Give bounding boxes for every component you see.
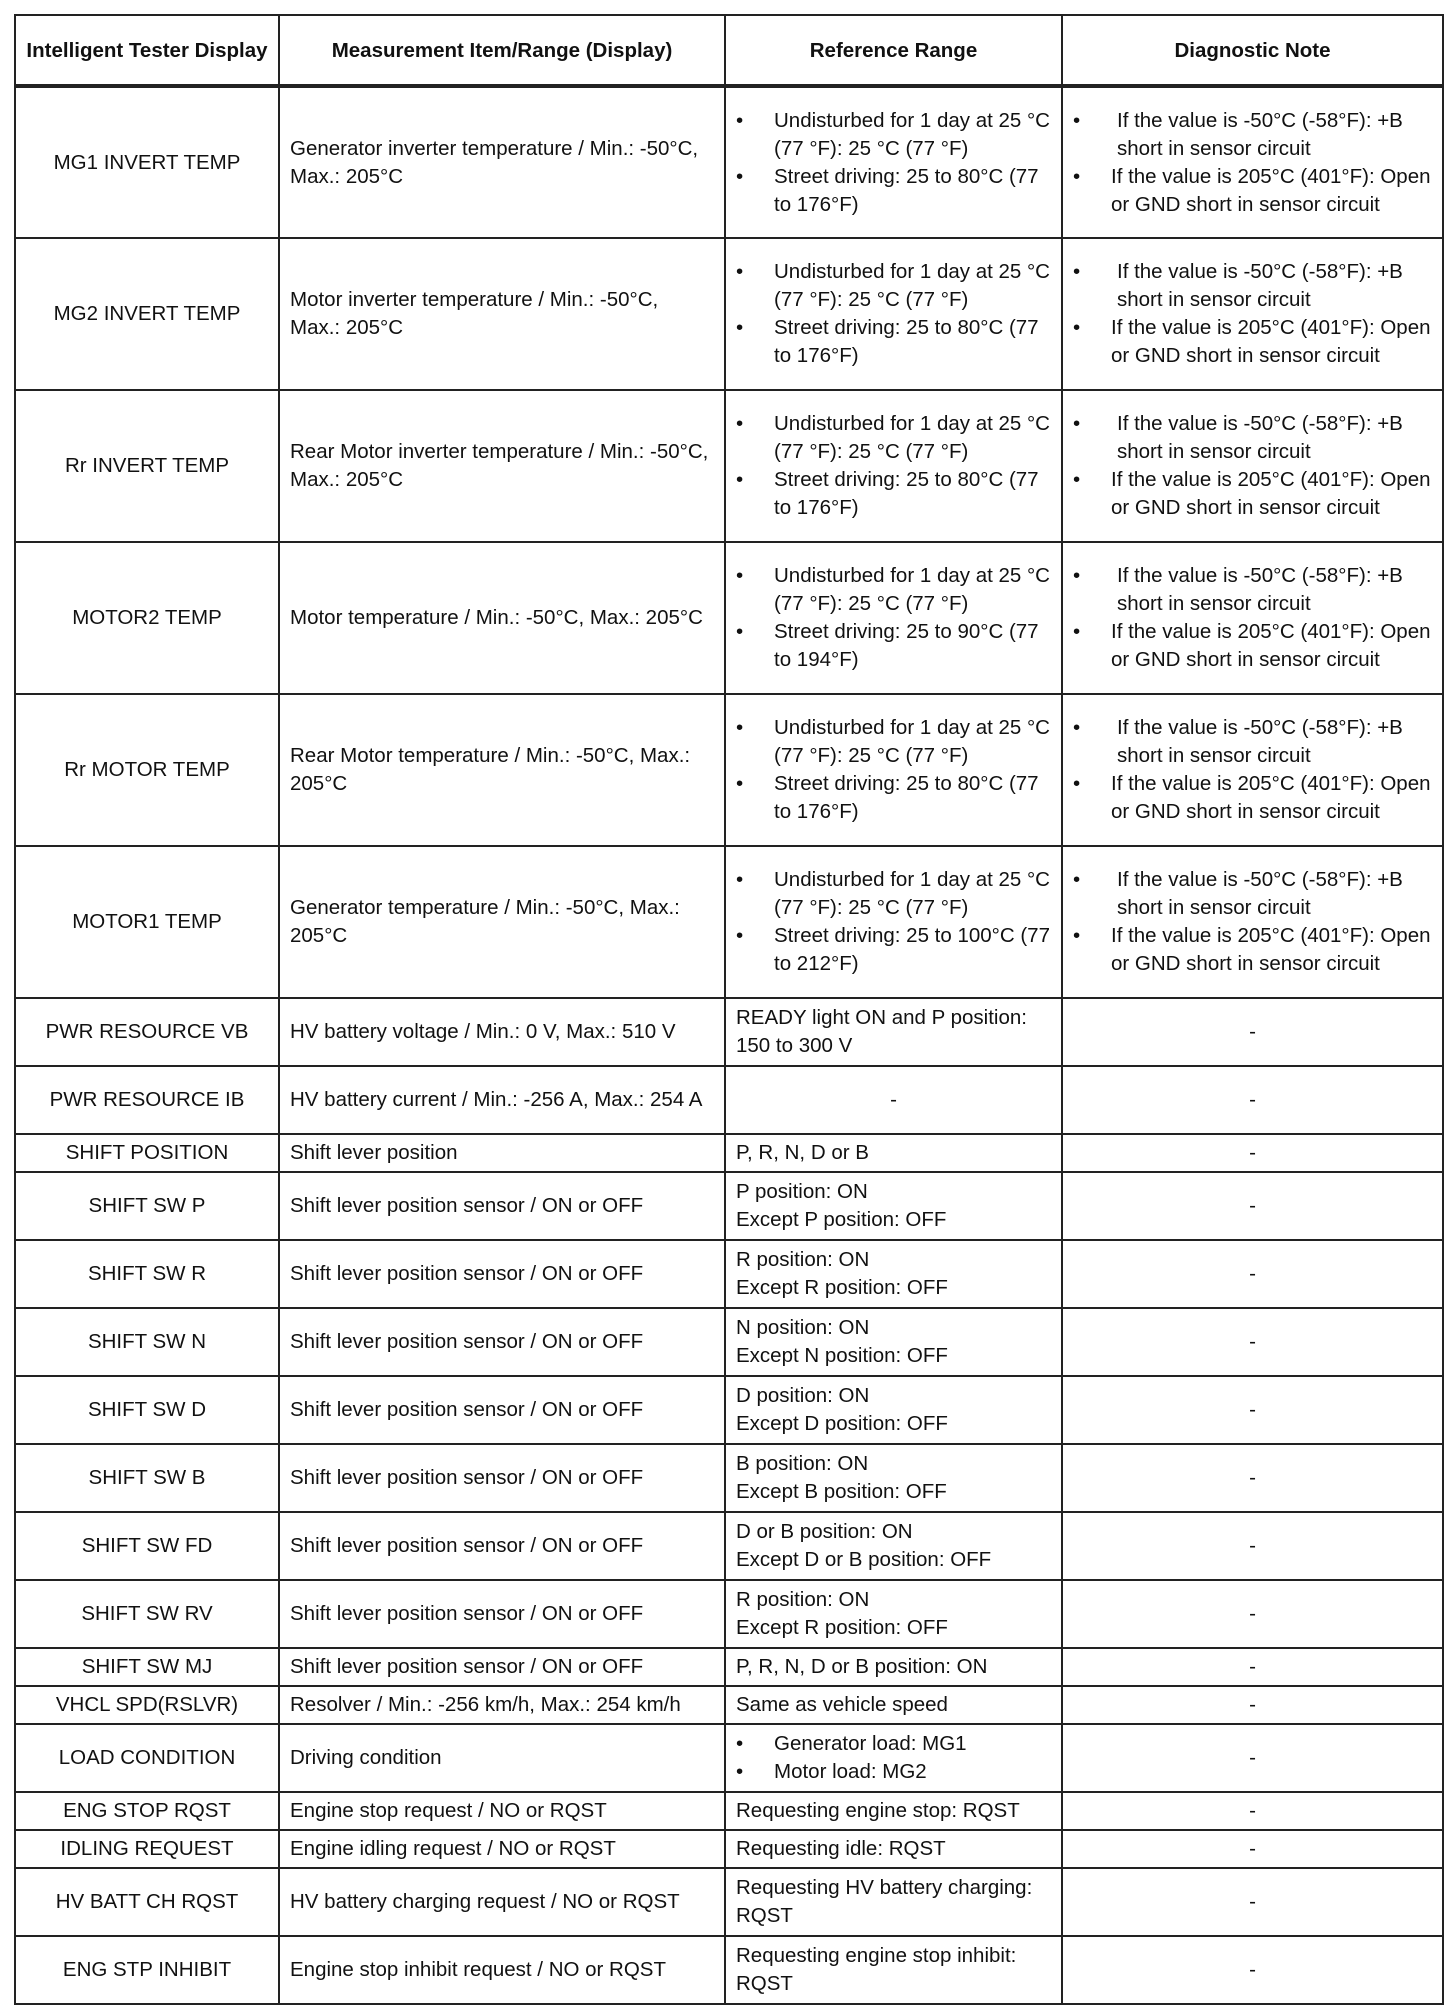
table-row bbox=[15, 1512, 1443, 1580]
cell-display: SHIFT SW N bbox=[15, 1308, 279, 1376]
cell-measurement: HV battery voltage / Min.: 0 V, Max.: 510 V bbox=[279, 998, 725, 1066]
cell-display: SHIFT SW RV bbox=[15, 1580, 279, 1648]
cell-display: SHIFT SW R bbox=[15, 1240, 279, 1308]
cell-measurement: Motor temperature / Min.: -50°C, Max.: 205°C bbox=[279, 542, 725, 694]
cell-measurement: Generator temperature / Min.: -50°C, Max.: 205°C bbox=[279, 846, 725, 998]
table-row bbox=[15, 1830, 1443, 1868]
reference-line: Except D position: OFF bbox=[736, 1412, 948, 1435]
note-bullet-item: • If the value is -50°C (-58°F): +B short in sensor circuit bbox=[1073, 714, 1432, 770]
cell-measurement: Shift lever position sensor / ON or OFF bbox=[279, 1308, 725, 1376]
cell-measurement: HV battery current / Min.: -256 A, Max.: 254 A bbox=[279, 1066, 725, 1134]
reference-bullet-list bbox=[736, 107, 1051, 219]
cell-measurement: Engine idling request / NO or RQST bbox=[279, 1830, 725, 1868]
reference-bullet-item: • Street driving: 25 to 100°C (77 to 212°F) bbox=[736, 922, 1051, 978]
reference-line: R position: ON bbox=[736, 1248, 870, 1271]
cell-measurement: Shift lever position sensor / ON or OFF bbox=[279, 1648, 725, 1686]
note-bullet-item: • If the value is 205°C (401°F): Open or GND short in sensor circuit bbox=[1073, 922, 1432, 978]
note-bullet-item: • If the value is -50°C (-58°F): +B short in sensor circuit bbox=[1073, 866, 1432, 922]
cell-measurement: Shift lever position sensor / ON or OFF bbox=[279, 1240, 725, 1308]
cell-display: LOAD CONDITION bbox=[15, 1724, 279, 1792]
cell-note: - bbox=[1062, 1376, 1443, 1444]
cell-measurement: Resolver / Min.: -256 km/h, Max.: 254 km/h bbox=[279, 1686, 725, 1724]
cell-note: - bbox=[1062, 1066, 1443, 1134]
cell-display: MOTOR1 TEMP bbox=[15, 846, 279, 998]
table-row bbox=[15, 1134, 1443, 1172]
note-bullet-item: • If the value is -50°C (-58°F): +B short in sensor circuit bbox=[1073, 258, 1432, 314]
table-header-row bbox=[15, 15, 1443, 86]
reference-line: Except P position: OFF bbox=[736, 1208, 947, 1231]
cell-reference bbox=[725, 238, 1062, 390]
cell-display: SHIFT POSITION bbox=[15, 1134, 279, 1172]
cell-display: HV BATT CH RQST bbox=[15, 1868, 279, 1936]
table-row bbox=[15, 1240, 1443, 1308]
cell-reference bbox=[725, 390, 1062, 542]
cell-measurement: Shift lever position sensor / ON or OFF bbox=[279, 1376, 725, 1444]
cell-display: IDLING REQUEST bbox=[15, 1830, 279, 1868]
cell-measurement: Shift lever position bbox=[279, 1134, 725, 1172]
cell-display: SHIFT SW P bbox=[15, 1172, 279, 1240]
cell-reference bbox=[725, 1444, 1062, 1512]
cell-reference: Same as vehicle speed bbox=[725, 1686, 1062, 1724]
cell-reference bbox=[725, 1308, 1062, 1376]
reference-line: P position: ON bbox=[736, 1180, 868, 1203]
cell-display: SHIFT SW FD bbox=[15, 1512, 279, 1580]
cell-measurement: Driving condition bbox=[279, 1724, 725, 1792]
cell-reference bbox=[725, 542, 1062, 694]
table-row bbox=[15, 390, 1443, 542]
reference-bullet-item: • Street driving: 25 to 80°C (77 to 176°F) bbox=[736, 770, 1051, 826]
cell-reference bbox=[725, 1172, 1062, 1240]
cell-reference bbox=[725, 86, 1062, 238]
reference-bullet-item: • Undisturbed for 1 day at 25 °C (77 °F): 25 °C (77 °F) bbox=[736, 410, 1051, 466]
cell-display: MOTOR2 TEMP bbox=[15, 542, 279, 694]
note-bullet-list bbox=[1073, 714, 1432, 826]
reference-line: D or B position: ON bbox=[736, 1520, 913, 1543]
note-bullet-item: • If the value is 205°C (401°F): Open or GND short in sensor circuit bbox=[1073, 466, 1432, 522]
note-bullet-list bbox=[1073, 410, 1432, 522]
diagnostic-data-table bbox=[14, 14, 1444, 2005]
note-bullet-item: • If the value is -50°C (-58°F): +B short in sensor circuit bbox=[1073, 562, 1432, 618]
cell-note: - bbox=[1062, 1724, 1443, 1792]
cell-note: - bbox=[1062, 1792, 1443, 1830]
reference-line: Except R position: OFF bbox=[736, 1276, 948, 1299]
note-bullet-item: • If the value is -50°C (-58°F): +B short in sensor circuit bbox=[1073, 107, 1432, 163]
reference-bullet-item: • Undisturbed for 1 day at 25 °C (77 °F): 25 °C (77 °F) bbox=[736, 714, 1051, 770]
reference-bullet-list bbox=[736, 410, 1051, 522]
reference-bullet-item: • Street driving: 25 to 80°C (77 to 176°F) bbox=[736, 163, 1051, 219]
cell-reference bbox=[725, 846, 1062, 998]
cell-reference: Requesting idle: RQST bbox=[725, 1830, 1062, 1868]
table-row bbox=[15, 1172, 1443, 1240]
cell-note: - bbox=[1062, 1868, 1443, 1936]
table-body bbox=[15, 86, 1443, 2004]
cell-measurement: HV battery charging request / NO or RQST bbox=[279, 1868, 725, 1936]
cell-reference: Requesting engine stop inhibit: RQST bbox=[725, 1936, 1062, 2004]
cell-note: - bbox=[1062, 1444, 1443, 1512]
cell-reference bbox=[725, 1580, 1062, 1648]
table-row bbox=[15, 86, 1443, 238]
note-bullet-list bbox=[1073, 562, 1432, 674]
reference-bullet-item: • Generator load: MG1 bbox=[736, 1730, 1051, 1758]
cell-display: ENG STP INHIBIT bbox=[15, 1936, 279, 2004]
cell-note: - bbox=[1062, 998, 1443, 1066]
cell-display: SHIFT SW D bbox=[15, 1376, 279, 1444]
note-bullet-list bbox=[1073, 866, 1432, 978]
cell-measurement: Engine stop inhibit request / NO or RQST bbox=[279, 1936, 725, 2004]
cell-note: - bbox=[1062, 1936, 1443, 2004]
cell-measurement: Motor inverter temperature / Min.: -50°C, Max.: 205°C bbox=[279, 238, 725, 390]
cell-note: - bbox=[1062, 1512, 1443, 1580]
reference-line: Except D or B position: OFF bbox=[736, 1548, 992, 1571]
reference-line: Except N position: OFF bbox=[736, 1344, 948, 1367]
cell-measurement: Shift lever position sensor / ON or OFF bbox=[279, 1172, 725, 1240]
reference-line: B position: ON bbox=[736, 1452, 869, 1475]
reference-bullet-item: • Street driving: 25 to 90°C (77 to 194°F) bbox=[736, 618, 1051, 674]
reference-bullet-list bbox=[736, 714, 1051, 826]
cell-measurement: Generator inverter temperature / Min.: -50°C, Max.: 205°C bbox=[279, 86, 725, 238]
cell-reference bbox=[725, 1724, 1062, 1792]
cell-reference bbox=[725, 694, 1062, 846]
cell-note: - bbox=[1062, 1830, 1443, 1868]
table-row bbox=[15, 542, 1443, 694]
table-row bbox=[15, 1066, 1443, 1134]
reference-bullet-list bbox=[736, 258, 1051, 370]
reference-bullet-item: • Undisturbed for 1 day at 25 °C (77 °F): 25 °C (77 °F) bbox=[736, 107, 1051, 163]
table-row bbox=[15, 1792, 1443, 1830]
cell-reference bbox=[725, 1512, 1062, 1580]
header-reference: Reference Range bbox=[725, 15, 1062, 86]
table-row bbox=[15, 1308, 1443, 1376]
header-display: Intelligent Tester Display bbox=[15, 15, 279, 86]
cell-measurement: Shift lever position sensor / ON or OFF bbox=[279, 1444, 725, 1512]
reference-line: Except R position: OFF bbox=[736, 1616, 948, 1639]
cell-note: - bbox=[1062, 1686, 1443, 1724]
cell-display: PWR RESOURCE IB bbox=[15, 1066, 279, 1134]
cell-note bbox=[1062, 542, 1443, 694]
reference-bullet-list bbox=[736, 562, 1051, 674]
cell-display: MG2 INVERT TEMP bbox=[15, 238, 279, 390]
note-bullet-list bbox=[1073, 107, 1432, 219]
cell-display: PWR RESOURCE VB bbox=[15, 998, 279, 1066]
table-row bbox=[15, 1724, 1443, 1792]
cell-measurement: Shift lever position sensor / ON or OFF bbox=[279, 1512, 725, 1580]
cell-note: - bbox=[1062, 1308, 1443, 1376]
cell-reference bbox=[725, 1376, 1062, 1444]
cell-reference: Requesting engine stop: RQST bbox=[725, 1792, 1062, 1830]
header-measurement: Measurement Item/Range (Display) bbox=[279, 15, 725, 86]
cell-note: - bbox=[1062, 1172, 1443, 1240]
reference-bullet-item: • Street driving: 25 to 80°C (77 to 176°F) bbox=[736, 466, 1051, 522]
cell-note bbox=[1062, 846, 1443, 998]
cell-reference: READY light ON and P position: 150 to 300 V bbox=[725, 998, 1062, 1066]
cell-measurement: Engine stop request / NO or RQST bbox=[279, 1792, 725, 1830]
reference-bullet-item: • Street driving: 25 to 80°C (77 to 176°F) bbox=[736, 314, 1051, 370]
reference-line: R position: ON bbox=[736, 1588, 870, 1611]
cell-note bbox=[1062, 238, 1443, 390]
cell-note: - bbox=[1062, 1648, 1443, 1686]
table-row bbox=[15, 1868, 1443, 1936]
reference-line: Except B position: OFF bbox=[736, 1480, 947, 1503]
note-bullet-item: • If the value is -50°C (-58°F): +B short in sensor circuit bbox=[1073, 410, 1432, 466]
note-bullet-item: • If the value is 205°C (401°F): Open or GND short in sensor circuit bbox=[1073, 314, 1432, 370]
table-row bbox=[15, 1580, 1443, 1648]
table-row bbox=[15, 1648, 1443, 1686]
cell-note bbox=[1062, 390, 1443, 542]
table-row bbox=[15, 238, 1443, 390]
table-row bbox=[15, 1444, 1443, 1512]
cell-reference: - bbox=[725, 1066, 1062, 1134]
reference-bullet-item: • Undisturbed for 1 day at 25 °C (77 °F): 25 °C (77 °F) bbox=[736, 258, 1051, 314]
cell-reference bbox=[725, 1240, 1062, 1308]
cell-display: ENG STOP RQST bbox=[15, 1792, 279, 1830]
note-bullet-list bbox=[1073, 258, 1432, 370]
cell-reference: Requesting HV battery charging: RQST bbox=[725, 1868, 1062, 1936]
cell-note bbox=[1062, 86, 1443, 238]
cell-measurement: Rear Motor inverter temperature / Min.: -50°C, Max.: 205°C bbox=[279, 390, 725, 542]
reference-line: N position: ON bbox=[736, 1316, 870, 1339]
cell-display: VHCL SPD(RSLVR) bbox=[15, 1686, 279, 1724]
reference-line: D position: ON bbox=[736, 1384, 870, 1407]
cell-note: - bbox=[1062, 1134, 1443, 1172]
cell-note: - bbox=[1062, 1580, 1443, 1648]
cell-display: SHIFT SW B bbox=[15, 1444, 279, 1512]
cell-measurement: Shift lever position sensor / ON or OFF bbox=[279, 1580, 725, 1648]
cell-display: MG1 INVERT TEMP bbox=[15, 86, 279, 238]
reference-bullet-item: • Undisturbed for 1 day at 25 °C (77 °F): 25 °C (77 °F) bbox=[736, 562, 1051, 618]
cell-note bbox=[1062, 694, 1443, 846]
table-row bbox=[15, 694, 1443, 846]
table-row bbox=[15, 846, 1443, 998]
cell-note: - bbox=[1062, 1240, 1443, 1308]
cell-display: Rr INVERT TEMP bbox=[15, 390, 279, 542]
cell-measurement: Rear Motor temperature / Min.: -50°C, Max.: 205°C bbox=[279, 694, 725, 846]
table-row bbox=[15, 998, 1443, 1066]
cell-reference: P, R, N, D or B bbox=[725, 1134, 1062, 1172]
header-note: Diagnostic Note bbox=[1062, 15, 1443, 86]
reference-bullet-list bbox=[736, 1730, 1051, 1786]
cell-display: SHIFT SW MJ bbox=[15, 1648, 279, 1686]
cell-display: Rr MOTOR TEMP bbox=[15, 694, 279, 846]
note-bullet-item: • If the value is 205°C (401°F): Open or GND short in sensor circuit bbox=[1073, 770, 1432, 826]
table-row bbox=[15, 1376, 1443, 1444]
reference-bullet-item: • Motor load: MG2 bbox=[736, 1758, 1051, 1786]
reference-bullet-list bbox=[736, 866, 1051, 978]
cell-reference: P, R, N, D or B position: ON bbox=[725, 1648, 1062, 1686]
note-bullet-item: • If the value is 205°C (401°F): Open or GND short in sensor circuit bbox=[1073, 163, 1432, 219]
table-row bbox=[15, 1936, 1443, 2004]
reference-bullet-item: • Undisturbed for 1 day at 25 °C (77 °F): 25 °C (77 °F) bbox=[736, 866, 1051, 922]
table-row bbox=[15, 1686, 1443, 1724]
note-bullet-item: • If the value is 205°C (401°F): Open or GND short in sensor circuit bbox=[1073, 618, 1432, 674]
